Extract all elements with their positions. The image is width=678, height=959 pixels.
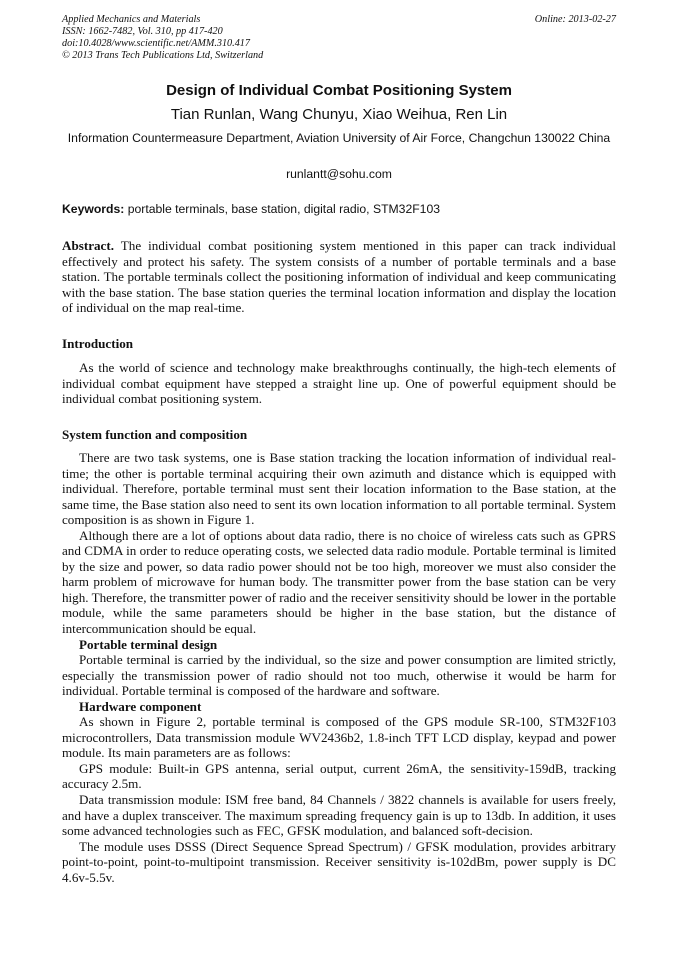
paragraph: The module uses DSSS (Direct Sequence Spread Spectrum) / GFSK modulation, provides arbitrary point-to-point, point-to-multipoint transmission. Receiver sensitivity is-102dBm, power supply is DC 4.6v-5.5v. xyxy=(62,838,616,885)
paragraph: As the world of science and technology make breakthroughs continually, the high-tech elements of individual combat equipment have stepped a straight line up. One of powerful equipment should be individual combat positioning system. xyxy=(62,360,616,407)
doi-line[interactable]: doi:10.4028/www.scientific.net/AMM.310.417 xyxy=(62,38,250,49)
paragraph: Portable terminal is carried by the individual, so the size and power consumption are limited strictly, especially the transmission power of radio should not too much, otherwise it would be harm for individual. Portable terminal is composed of the hardware and software. xyxy=(62,652,616,699)
introduction-body xyxy=(62,360,616,407)
system-body xyxy=(62,450,616,885)
keywords-label: Keywords: xyxy=(62,202,125,216)
subheading-portable-terminal: Portable terminal design xyxy=(79,636,218,652)
abstract-label: Abstract. xyxy=(62,238,114,253)
paragraph: As shown in Figure 2, portable terminal is composed of the GPS module SR-100, STM32F103 microcontrollers, Data transmission module WV2436b2, 1.8-inch TFT LCD display, keypad and power module. Its main parameters are as follows: xyxy=(62,714,616,761)
paragraph: Although there are a lot of options about data radio, there is no choice of wireless cats such as GPRS and CDMA in order to reduce operating costs, we selected data radio module. Portable terminal is limited by the size and power, so data radio power should not be too high, moreover we must also consider the harm problem of microwave for human body. The transmitter power from the base station can be very high. Therefore, the transmitter power of radio and the receiver sensitivity should be lower in the portable module, while the same parameters should be higher in the base station, but the distance of intercommunication should be equal. xyxy=(62,527,616,637)
section-heading-introduction: Introduction xyxy=(62,336,134,351)
authors: Tian Runlan, Wang Chunyu, Xiao Weihua, Ren Lin xyxy=(170,106,508,123)
affiliation: Information Countermeasure Department, Aviation University of Air Force, Changchun 130022 China xyxy=(67,131,611,145)
paragraph: GPS module: Built-in GPS antenna, serial output, current 26mA, the sensitivity-159dB, tracking accuracy 2.5m. xyxy=(62,760,616,792)
abstract-text: The individual combat positioning system mentioned in this paper can track individual effectively and protect his safety. The system consists of a number of portable terminals and a base station. The portable terminals collect the positioning information of individual and keep communicating with the base station. The base station queries the terminal location information and display the location of individual on the map real-time. xyxy=(62,238,616,316)
paragraph: Data transmission module: ISM free band, 84 Channels / 3822 channels is available for users freely, and have a duplex transceiver. The maximum spreading frequency gain is up to 13db. In addition, it uses some advanced technologies such as FEC, GFSK modulation, and balanced soft-decision. xyxy=(62,792,616,839)
keywords-text: portable terminals, base station, digital radio, STM32F103 xyxy=(127,202,441,216)
author-email[interactable]: runlantt@sohu.com xyxy=(286,167,392,181)
subheading-hardware: Hardware component xyxy=(79,698,202,714)
keywords xyxy=(62,202,616,216)
journal-header xyxy=(62,14,616,62)
online-date: Online: 2013-02-27 xyxy=(534,14,616,25)
section-heading-system: System function and composition xyxy=(62,427,248,442)
abstract xyxy=(62,238,616,316)
paper-title: Design of Individual Combat Positioning System xyxy=(166,82,512,99)
paragraph: There are two task systems, one is Base station tracking the location information of individual real-time; the other is portable terminal acquiring their own azimuth and distance which is equipped with individual. Therefore, portable terminal must sent their location information to the Base station, at the same time, the Base station also need to sent its own location information to all portable terminal. System composition is as shown in Figure 1. xyxy=(62,450,616,528)
issn-line: ISSN: 1662-7482, Vol. 310, pp 417-420 xyxy=(62,26,223,37)
journal-name: Applied Mechanics and Materials xyxy=(62,14,201,25)
copyright-line: © 2013 Trans Tech Publications Ltd, Switzerland xyxy=(62,50,264,61)
